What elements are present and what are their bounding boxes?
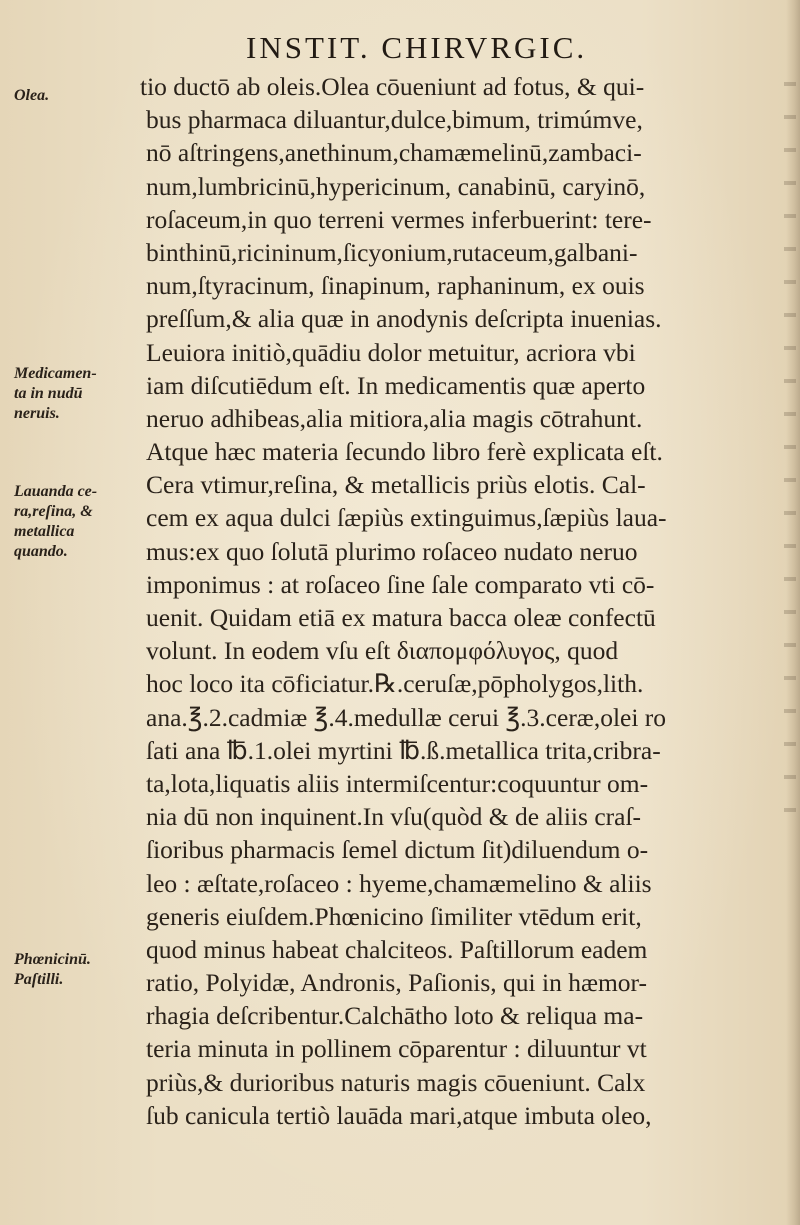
bleed-through-marks: [784, 60, 796, 820]
text-line: iam diſcutiēdum eſt. In medicamentis quæ aperto: [146, 370, 646, 400]
text-line: num,lumbricinū,hypericinum, canabinū, caryinō,: [146, 171, 646, 201]
marginal-note-line: neruis.: [14, 405, 60, 422]
marginal-note-line: metallica: [14, 523, 75, 540]
marginal-note-line: Olea.: [14, 87, 50, 104]
marginal-note-line: ra,reſina, &: [14, 503, 93, 520]
marginal-note-olea: [14, 86, 134, 106]
marginal-note-line: Phœnicinū.: [14, 951, 91, 968]
main-text-column: [140, 70, 785, 1132]
text-line: nia dū non inquinent.In vſu(quòd & de aliis craſ-: [146, 802, 642, 832]
marginal-note-line: ta in nudū: [14, 385, 83, 402]
text-line: hoc loco ita cōficiatur.℞.ceruſæ,pōpholygos,lith.: [146, 669, 644, 699]
marginal-note-phoenicinum: [14, 950, 134, 990]
text-line: tio ductō ab oleis.Olea cōueniunt ad fotus, & qui-: [140, 72, 645, 101]
text-line: mus:ex quo ſolutā plurimo roſaceo nudato neruo: [146, 536, 638, 566]
text-line: Leuiora initiò,quādiu dolor metuitur, acriora vbi: [146, 337, 636, 367]
text-line: leo : æſtate,roſaceo : hyeme,chamæmelino & aliis: [146, 868, 652, 898]
text-line: roſaceum,in quo terreni vermes inferbuerint: tere-: [146, 204, 652, 234]
text-line: ſati ana ℔.1.olei myrtini ℔.ß.metallica trita,cribra-: [146, 735, 661, 765]
text-line: bus pharmaca diluantur,dulce,bimum, trimúmve,: [146, 105, 643, 135]
text-line: preſſum,& alia quæ in anodynis deſcripta inuenias.: [146, 304, 662, 334]
text-line: uenit. Quidam etiā ex matura bacca oleæ confectū: [146, 603, 656, 632]
text-line: Atque hæc materia ſecundo libro ferè explicata eſt.: [146, 437, 663, 467]
text-line: generis eiuſdem.Phœnicino ſimiliter vtēdum erit,: [146, 901, 642, 931]
marginal-note-line: Lauanda ce-: [14, 483, 98, 500]
text-line: quod minus habeat chalciteos. Paſtillorum eadem: [146, 934, 648, 964]
text-line: num,ſtyracinum, ſinapinum, raphaninum, ex ouis: [146, 271, 645, 301]
text-line: imponimus : at roſaceo ſine ſale comparato vti cō-: [146, 569, 655, 599]
marginal-note-lauanda: [14, 482, 134, 562]
text-line: binthinū,ricininum,ſicyonium,rutaceum,galbani-: [146, 237, 638, 267]
marginal-note-line: quando.: [14, 543, 68, 560]
text-line: ſub canicula tertiò lauāda mari,atque imbuta oleo,: [146, 1100, 652, 1130]
running-title: INSTIT. CHIRVRGIC.: [246, 30, 588, 65]
marginal-note-medicamenta: [14, 364, 134, 424]
text-line: priùs,& durioribus naturis magis cōueniunt. Calx: [146, 1067, 646, 1097]
text-line: ana.℥.2.cadmiæ ℥.4.medullæ cerui ℥.3.ceræ,olei ro: [146, 702, 667, 732]
text-line: neruo adhibeas,alia mitiora,alia magis cōtrahunt.: [146, 403, 643, 433]
text-line: ratio, Polyidæ, Andronis, Paſionis, qui in hæmor-: [146, 968, 648, 998]
text-line: nō aſtringens,anethinum,chamæmelinū,zambaci-: [146, 138, 642, 168]
text-line: teria minuta in pollinem cōparentur : diluuntur vt: [146, 1034, 647, 1064]
text-line: Cera vtimur,reſina, & metallicis priùs elotis. Cal-: [146, 470, 646, 500]
text-line: volunt. In eodem vſu eſt διαπομφόλυγος, quod: [146, 636, 619, 666]
marginal-note-line: Paſtilli.: [14, 971, 64, 988]
text-line: rhagia deſcribentur.Calchātho loto & reliqua ma-: [146, 1001, 644, 1031]
text-line: ta,lota,liquatis aliis intermiſcentur:coquuntur om-: [146, 768, 649, 798]
text-line: cem ex aqua dulci ſæpiùs extinguimus,ſæpiùs laua-: [146, 503, 667, 533]
marginal-note-line: Medicamen-: [14, 365, 97, 382]
text-line: ſioribus pharmacis ſemel dictum ſit)diluendum o-: [146, 835, 649, 865]
